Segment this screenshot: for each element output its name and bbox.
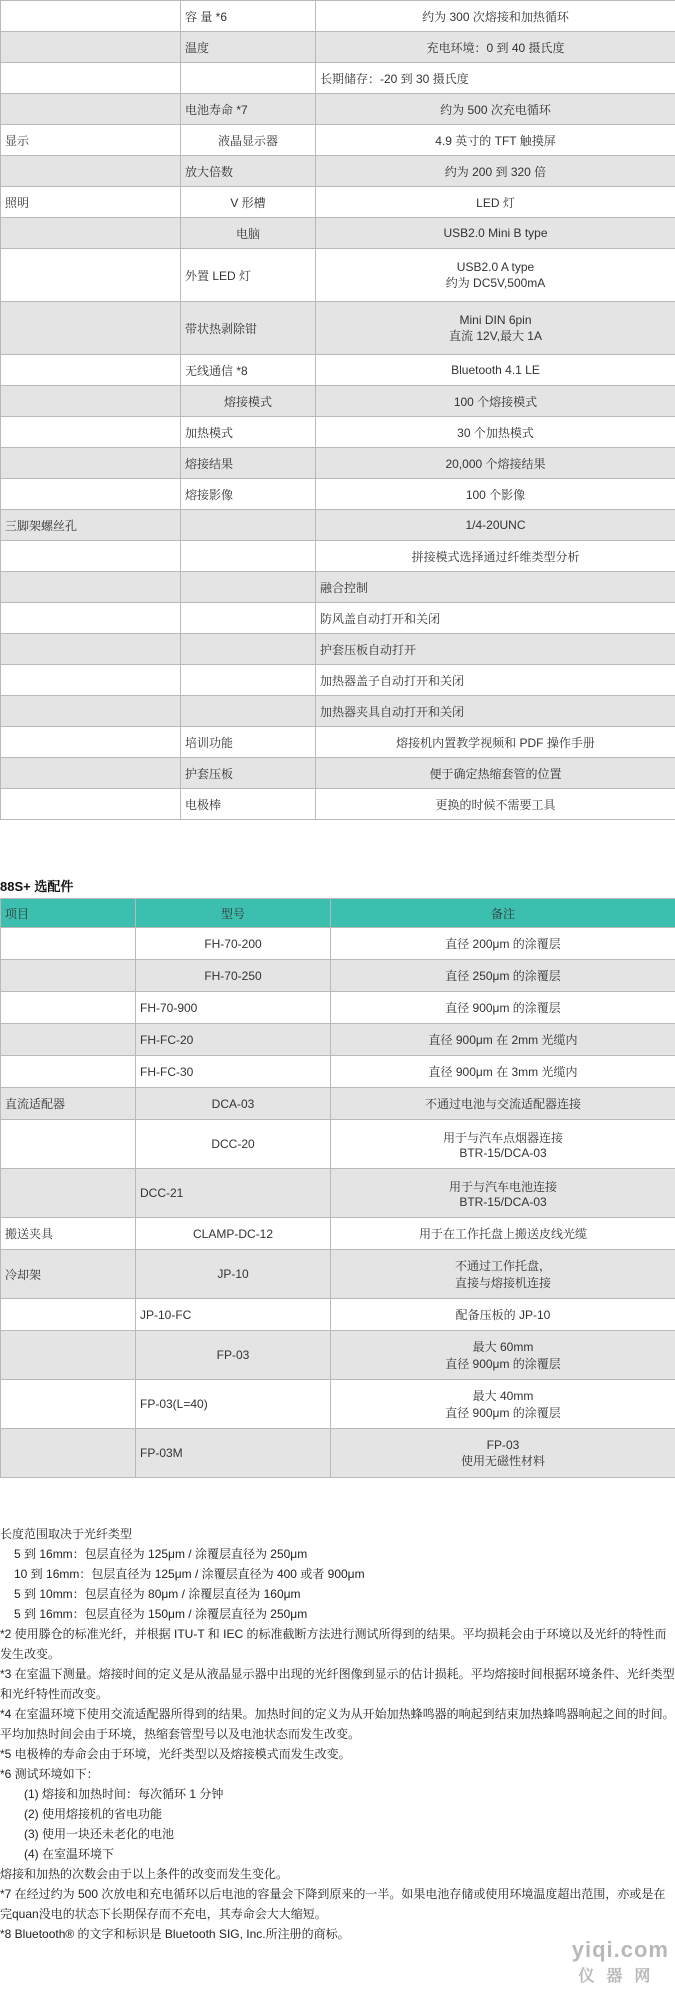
spec-group-cell: [1, 696, 181, 727]
accessory-item: 直流适配器: [1, 1088, 136, 1120]
spec-group-cell: [1, 541, 181, 572]
spec-row-heater-lid: [1, 665, 675, 696]
spec-value: LED 灯: [316, 187, 675, 218]
header-note: 备注: [331, 899, 675, 928]
spec-label: [181, 572, 316, 603]
length-range-title: 长度范围取决于光纤类型: [0, 1527, 133, 1541]
accessory-row: [1, 928, 675, 960]
spec-value-line: Mini DIN 6pin: [459, 312, 532, 327]
accessory-note: 直径 900μm 的涂覆层: [331, 992, 675, 1024]
spec-row-fiber-analysis: [1, 541, 675, 572]
accessory-note: [331, 1250, 675, 1299]
accessory-model: FP-03M: [136, 1429, 331, 1478]
footnote-7: *7 在经过约为 500 次放电和充电循环以后电池的容量会下降到原来的一半。如果电池存储或使用环境温度超出范围，亦或是在完quan没电的状态下长期保存而不充电，其寿命会大大缩短。: [0, 1887, 666, 1921]
spec-label: 容 量 *6: [181, 1, 316, 32]
spec-group-cell: [1, 758, 181, 789]
accessory-item: [1, 1024, 136, 1056]
accessory-model: DCA-03: [136, 1088, 331, 1120]
spec-value-line: USB2.0 A type: [456, 259, 535, 274]
accessory-note-line: FP-03: [486, 1437, 520, 1452]
spec-value: 更换的时候不需要工具: [316, 789, 675, 820]
header-model: 型号: [136, 899, 331, 928]
spec-label: 电极棒: [181, 789, 316, 820]
spec-value: 熔接机内置教学视频和 PDF 操作手册: [316, 727, 675, 758]
spec-value: 加热器盖子自动打开和关闭: [316, 665, 675, 696]
watermark: [572, 1937, 669, 1986]
spec-row-sheath-clamp-auto: [1, 634, 675, 665]
spec-label: 电脑: [181, 218, 316, 249]
accessory-item: 搬送夹具: [1, 1218, 136, 1250]
spec-label: [181, 510, 316, 541]
spec-row-heater-clamp: [1, 696, 675, 727]
accessory-item: [1, 960, 136, 992]
spec-row-splice-results: [1, 448, 675, 479]
spec-row-lighting: [1, 187, 675, 218]
spec-label: 无线通信 *8: [181, 355, 316, 386]
accessory-model: FH-70-200: [136, 928, 331, 960]
spec-row-capacity: [1, 1, 675, 32]
spec-row-fusion-control: [1, 572, 675, 603]
spec-row-splice-modes: [1, 386, 675, 417]
accessory-row: [1, 1218, 675, 1250]
spec-row-training: [1, 727, 675, 758]
accessory-note: [331, 1380, 675, 1429]
accessory-note-line: 直径 900μm 的涂覆层: [445, 1357, 561, 1371]
spec-group-cell: [1, 572, 181, 603]
accessory-row: [1, 1056, 675, 1088]
accessories-header-row: [1, 899, 675, 928]
accessory-note: 不通过电池与交流适配器连接: [331, 1088, 675, 1120]
accessory-model: JP-10-FC: [136, 1299, 331, 1331]
spec-group-cell: [1, 603, 181, 634]
spec-value-line: 约为 DC5V,500mA: [445, 275, 546, 290]
spec-label: 液晶显示器: [181, 125, 316, 156]
spec-label: [181, 634, 316, 665]
accessory-note: [331, 1120, 675, 1169]
accessory-item: [1, 1299, 136, 1331]
accessory-note: 直径 200μm 的涂覆层: [331, 928, 675, 960]
spec-value: [316, 249, 675, 302]
accessory-row: [1, 1120, 675, 1169]
accessory-note-line: BTR-15/DCA-03: [459, 1194, 547, 1209]
accessory-note: 直径 900μm 在 2mm 光缆内: [331, 1024, 675, 1056]
accessory-model: FP-03(L=40): [136, 1380, 331, 1429]
spec-row-lcd: [1, 125, 675, 156]
spec-group-label: 照明: [1, 187, 181, 218]
footnote-3: *3 在室温下测量。熔接时间的定义是从液晶显示器中出现的光纤图像到显示的估计损耗。平均熔接时间根据环境条件、光纤类型和光纤特性而改变。: [0, 1667, 675, 1701]
accessory-row: [1, 1299, 675, 1331]
accessory-row: [1, 1088, 675, 1120]
spec-group-cell: [1, 218, 181, 249]
spec-group-cell: [1, 479, 181, 510]
spec-row-wind-cover: [1, 603, 675, 634]
spec-value: [316, 302, 675, 355]
accessory-row: [1, 1250, 675, 1299]
footnote-6-item: (2) 使用熔接机的省电功能: [24, 1807, 163, 1821]
spec-group-cell: [1, 156, 181, 187]
spec-group-cell: [1, 417, 181, 448]
spec-value: 20,000 个熔接结果: [316, 448, 675, 479]
spec-group-cell: [1, 302, 181, 355]
accessory-item: [1, 1169, 136, 1218]
spec-value: 约为 500 次充电循环: [316, 94, 675, 125]
length-range-item: 5 到 16mm：包层直径为 125μm / 涂覆层直径为 250μm: [14, 1547, 308, 1561]
watermark-domain: yiqi.com: [571, 1937, 669, 1962]
spec-label: 熔接结果: [181, 448, 316, 479]
spec-group-cell: [1, 727, 181, 758]
spec-value: USB2.0 Mini B type: [316, 218, 675, 249]
accessory-model: FH-FC-30: [136, 1056, 331, 1088]
accessory-note-line: 直接与熔接机连接: [454, 1276, 551, 1290]
accessory-item: [1, 1120, 136, 1169]
spec-row-pc: [1, 218, 675, 249]
spec-label: 熔接影像: [181, 479, 316, 510]
spec-row-led-lamp: [1, 249, 675, 302]
accessory-note-line: 使用无磁性材料: [460, 1453, 545, 1468]
accessory-model: DCC-20: [136, 1120, 331, 1169]
spec-label: 培训功能: [181, 727, 316, 758]
accessory-model: FH-FC-20: [136, 1024, 331, 1056]
spec-group-label: 三脚架螺丝孔: [1, 510, 181, 541]
spec-group-cell: [1, 32, 181, 63]
spec-group-cell: [1, 355, 181, 386]
spec-group-cell: [1, 789, 181, 820]
footnote-2: *2 使用滕仓的标准光纤，并根据 ITU-T 和 IEC 的标准截断方法进行测试所得到的结果。平均损耗会由于环境以及光纤的特性而发生改变。: [0, 1627, 667, 1661]
accessory-note: 直径 900μm 在 3mm 光缆内: [331, 1056, 675, 1088]
header-item: 项目: [1, 899, 136, 928]
length-range-item: 10 到 16mm：包层直径为 125μm / 涂覆层直径为 400 或者 900μm: [14, 1567, 365, 1581]
accessory-note-line: BTR-15/DCA-03: [459, 1145, 547, 1160]
spec-label: [181, 63, 316, 94]
accessory-model: FH-70-900: [136, 992, 331, 1024]
spec-value: 充电环境：0 到 40 摄氏度: [316, 32, 675, 63]
spec-value: 约为 200 到 320 倍: [316, 156, 675, 187]
spec-row-stripper: [1, 302, 675, 355]
spec-row-tripod: [1, 510, 675, 541]
accessory-note-line: 直径 900μm 的涂覆层: [445, 1406, 561, 1420]
accessories-table: [0, 898, 675, 1478]
spec-value: 100 个熔接模式: [316, 386, 675, 417]
spec-label: [181, 541, 316, 572]
footnotes: [0, 1524, 675, 1944]
spec-label: [181, 665, 316, 696]
accessory-note: 用于在工作托盘上搬送皮线光缆: [331, 1218, 675, 1250]
accessory-item: 冷却架: [1, 1250, 136, 1299]
spec-row-magnification: [1, 156, 675, 187]
accessory-note: [331, 1169, 675, 1218]
footnote-4: *4 在室温环境下使用交流适配器所得到的结果。加热时间的定义为从开始加热蜂鸣器的响起到结束加热蜂鸣器响起之间的时间。平均加热时间会由于环境，热缩套管型号以及电池状态而发生改变。: [0, 1707, 675, 1741]
accessories-title: 88S+ 选配件: [0, 879, 74, 894]
accessory-note-line: 不通过工作托盘，: [454, 1259, 551, 1273]
accessory-note-line: 最大 60mm: [472, 1340, 534, 1354]
spec-value: 融合控制: [316, 572, 675, 603]
footnote-6-item: (4) 在室温环境下: [24, 1847, 115, 1861]
spec-value: 100 个影像: [316, 479, 675, 510]
footnote-5: *5 电极棒的寿命会由于环境，光纤类型以及熔接模式而发生改变。: [0, 1747, 351, 1761]
accessory-row: [1, 992, 675, 1024]
accessory-note-line: 最大 40mm: [472, 1389, 534, 1403]
spec-group-cell: [1, 249, 181, 302]
accessory-model: JP-10: [136, 1250, 331, 1299]
spec-value: 拼接模式选择通过纤维类型分析: [316, 541, 675, 572]
accessory-item: [1, 992, 136, 1024]
spec-value: 长期储存：-20 到 30 摄氏度: [316, 63, 675, 94]
accessory-row: [1, 1169, 675, 1218]
spec-table: [0, 0, 675, 820]
accessory-note: [331, 1331, 675, 1380]
accessory-note: 配备压板的 JP-10: [331, 1299, 675, 1331]
spec-value-line: 直流 12V,最大 1A: [449, 328, 542, 343]
length-range-item: 5 到 10mm：包层直径为 80μm / 涂覆层直径为 160μm: [14, 1587, 301, 1601]
accessory-row: [1, 1024, 675, 1056]
accessory-item: [1, 928, 136, 960]
accessory-row: [1, 960, 675, 992]
spec-value: 防风盖自动打开和关闭: [316, 603, 675, 634]
watermark-brand: 仪器网: [578, 1968, 663, 1985]
spec-label: 带状热剥除钳: [181, 302, 316, 355]
spec-group-cell: [1, 63, 181, 94]
accessory-item: [1, 1429, 136, 1478]
spec-row-heat-modes: [1, 417, 675, 448]
spec-label: 温度: [181, 32, 316, 63]
spec-row-temp-charge: [1, 32, 675, 63]
spec-row-splice-images: [1, 479, 675, 510]
accessory-item: [1, 1331, 136, 1380]
spec-group-cell: [1, 634, 181, 665]
spec-value: 约为 300 次熔接和加热循环: [316, 1, 675, 32]
spec-group-cell: [1, 386, 181, 417]
accessory-note: [331, 1429, 675, 1478]
accessory-row: [1, 1380, 675, 1429]
spec-row-sheath-clamp: [1, 758, 675, 789]
spec-value: 1/4-20UNC: [316, 510, 675, 541]
accessory-item: [1, 1380, 136, 1429]
accessory-model: CLAMP-DC-12: [136, 1218, 331, 1250]
footnote-8: *8 Bluetooth® 的文字和标识是 Bluetooth SIG, Inc.所注册的商标。: [0, 1927, 350, 1941]
accessory-note: 直径 250μm 的涂覆层: [331, 960, 675, 992]
accessory-row: [1, 1331, 675, 1380]
spec-row-electrode: [1, 789, 675, 820]
spec-group-cell: [1, 1, 181, 32]
spec-label: 加热模式: [181, 417, 316, 448]
spec-value: 30 个加热模式: [316, 417, 675, 448]
accessory-model: DCC-21: [136, 1169, 331, 1218]
spec-value: 加热器夹具自动打开和关闭: [316, 696, 675, 727]
spec-label: [181, 696, 316, 727]
spec-value: 便于确定热缩套管的位置: [316, 758, 675, 789]
spec-group-label: 显示: [1, 125, 181, 156]
accessory-model: FH-70-250: [136, 960, 331, 992]
spec-value: 4.9 英寸的 TFT 触摸屏: [316, 125, 675, 156]
accessory-row: [1, 1429, 675, 1478]
spec-label: 放大倍数: [181, 156, 316, 187]
spec-value: Bluetooth 4.1 LE: [316, 355, 675, 386]
spec-label: 熔接模式: [181, 386, 316, 417]
spec-group-cell: [1, 94, 181, 125]
footnote-6-item: (1) 熔接和加热时间：每次循环 1 分钟: [24, 1787, 224, 1801]
accessory-note-line: 用于与汽车点烟器连接: [442, 1130, 563, 1145]
spec-row-battery-life: [1, 94, 675, 125]
spec-label: V 形槽: [181, 187, 316, 218]
spec-label: 外置 LED 灯: [181, 249, 316, 302]
footnote-6: *6 测试环境如下：: [0, 1767, 99, 1781]
spec-label: 护套压板: [181, 758, 316, 789]
accessory-note-line: 用于与汽车电池连接: [448, 1179, 557, 1194]
spec-group-cell: [1, 665, 181, 696]
footnote-6-item: (3) 使用一块还未老化的电池: [24, 1827, 175, 1841]
footnote-6-tail: 熔接和加热的次数会由于以上条件的改变而发生变化。: [0, 1867, 289, 1881]
length-range-item: 5 到 16mm：包层直径为 150μm / 涂覆层直径为 250μm: [14, 1607, 308, 1621]
spec-row-temp-storage: [1, 63, 675, 94]
accessory-item: [1, 1056, 136, 1088]
spec-value: 护套压板自动打开: [316, 634, 675, 665]
spec-group-cell: [1, 448, 181, 479]
accessory-model: FP-03: [136, 1331, 331, 1380]
spec-label: [181, 603, 316, 634]
spec-row-wireless: [1, 355, 675, 386]
spec-label: 电池寿命 *7: [181, 94, 316, 125]
